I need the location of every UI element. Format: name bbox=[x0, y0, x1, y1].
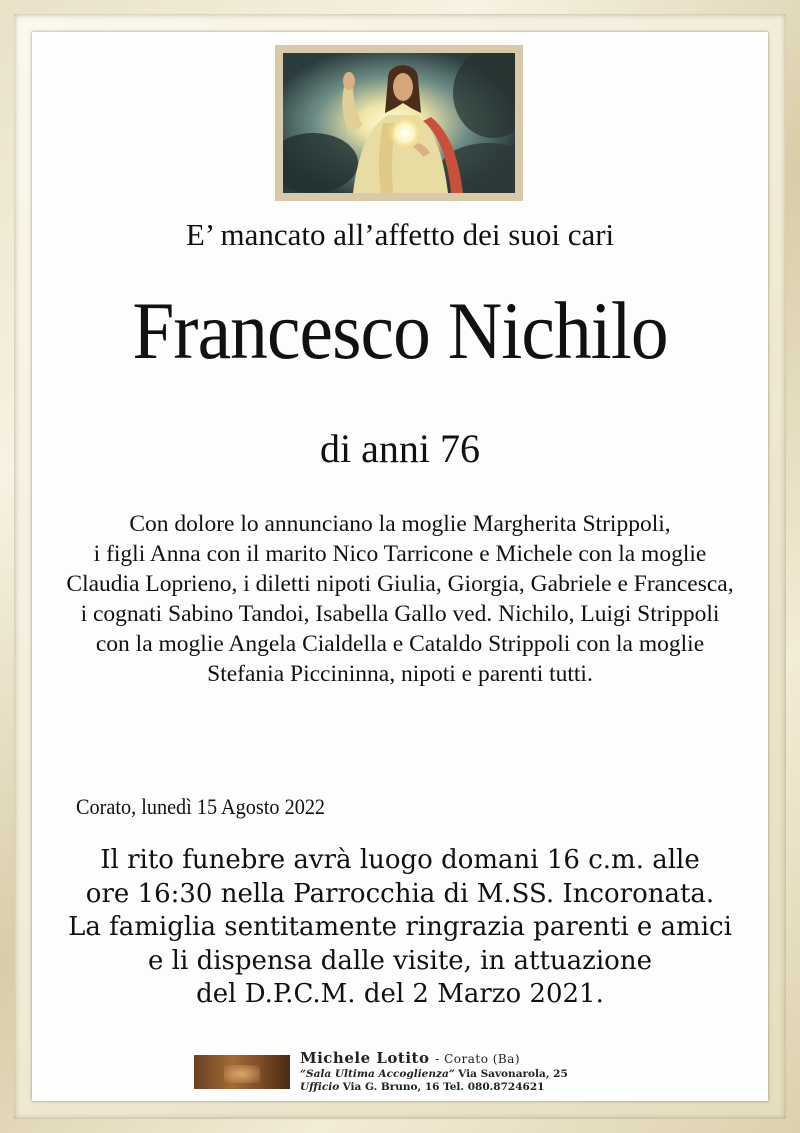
rite-line: del D.P.C.M. del 2 Marzo 2021. bbox=[196, 979, 604, 1009]
funeral-home-footer bbox=[194, 1049, 614, 1097]
hall-address: Via Savonarola, 25 bbox=[458, 1068, 568, 1080]
deceased-age: di anni 76 bbox=[320, 426, 480, 471]
family-line: con la moglie Angela Cialdella e Cataldo Strippoli con la moglie bbox=[95, 631, 705, 657]
sacred-heart-image bbox=[275, 45, 523, 201]
hall-name: “Sala Ultima Accoglienza” bbox=[300, 1068, 455, 1080]
date-line: Corato, lunedì 15 Agosto 2022 bbox=[76, 794, 326, 819]
family-announcement bbox=[46, 509, 754, 689]
family-line: Stefania Piccininna, nipoti e parenti tutti. bbox=[207, 661, 593, 687]
rite-line: e li dispensa dalle visite, in attuazione bbox=[148, 945, 652, 976]
deceased-name: Francesco Nichilo bbox=[132, 285, 668, 376]
family-line: i cognati Sabino Tandoi, Isabella Gallo ved. Nichilo, Luigi Strippoli bbox=[80, 601, 720, 627]
funeral-home-photo bbox=[194, 1055, 290, 1089]
family-line: i figli Anna con il marito Nico Tarricone e Michele con la moglie bbox=[93, 541, 707, 567]
company-name: Michele Lotito bbox=[300, 1049, 430, 1067]
rite-line: ore 16:30 nella Parrocchia di M.SS. Incoronata. bbox=[85, 878, 715, 909]
rite-line: Il rito funebre avrà luogo domani 16 c.m. alle bbox=[100, 845, 700, 875]
office-address: Via G. Bruno, 16 Tel. 080.8724621 bbox=[342, 1081, 545, 1093]
funeral-rite-info bbox=[32, 844, 768, 1012]
intro-text: E’ mancato all’affetto dei suoi cari bbox=[185, 217, 615, 252]
obituary-page bbox=[32, 32, 768, 1101]
company-location: - Corato (Ba) bbox=[435, 1052, 521, 1066]
office-label: Ufficio bbox=[300, 1081, 340, 1093]
funeral-home-details bbox=[300, 1049, 620, 1094]
rite-line: La famiglia sentitamente ringrazia parenti e amici bbox=[68, 912, 732, 942]
family-line: Claudia Loprieno, i diletti nipoti Giulia, Giorgia, Gabriele e Francesca, bbox=[66, 571, 734, 597]
family-line: Con dolore lo annunciano la moglie Margherita Strippoli, bbox=[129, 511, 671, 537]
